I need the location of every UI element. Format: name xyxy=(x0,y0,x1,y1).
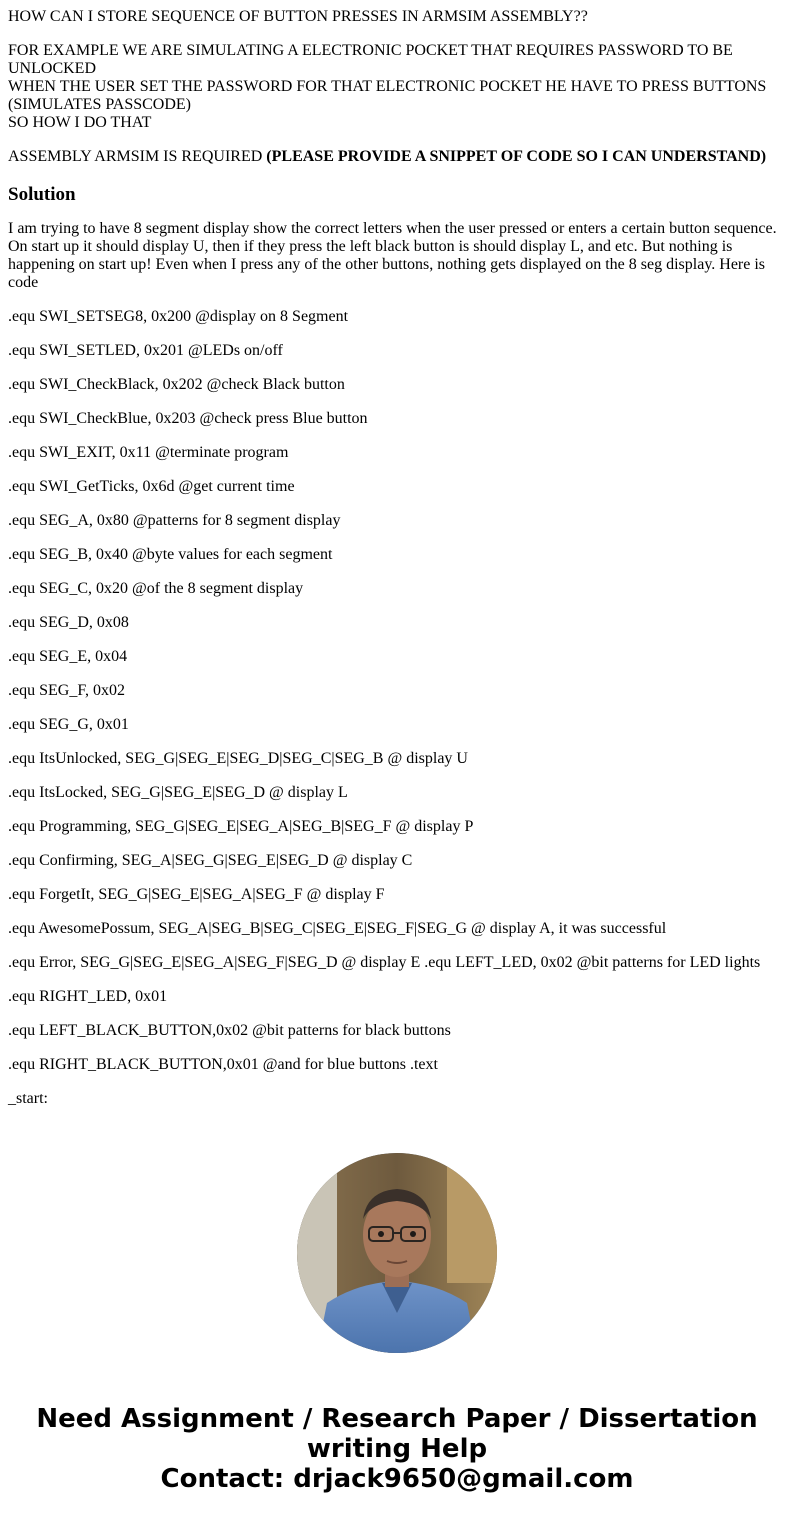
footer-line-1: Need Assignment / Research Paper / Dissertation xyxy=(36,1404,758,1434)
code-line: .equ Programming, SEG_G|SEG_E|SEG_A|SEG_B|SEG_F @ display P xyxy=(8,818,474,835)
footer-banner xyxy=(0,1404,794,1494)
code-line: .equ SEG_D, 0x08 xyxy=(8,614,129,631)
code-line: .equ SWI_SETLED, 0x201 @LEDs on/off xyxy=(8,342,283,359)
author-photo-icon xyxy=(297,1153,497,1353)
code-line: .equ SWI_CheckBlack, 0x202 @check Black button xyxy=(8,376,345,393)
code-line: .equ LEFT_BLACK_BUTTON,0x02 @bit patterns for black buttons xyxy=(8,1022,451,1039)
question-title: HOW CAN I STORE SEQUENCE OF BUTTON PRESSES IN ARMSIM ASSEMBLY?? xyxy=(8,8,588,25)
code-line: .equ SWI_GetTicks, 0x6d @get current time xyxy=(8,478,295,495)
code-line: .equ RIGHT_LED, 0x01 xyxy=(8,988,168,1005)
code-listing xyxy=(8,308,786,1108)
code-line: .equ Error, SEG_G|SEG_E|SEG_A|SEG_F|SEG_D @ display E .equ LEFT_LED, 0x02 @bit patterns for LED lights xyxy=(8,954,761,971)
code-line: .equ ItsLocked, SEG_G|SEG_E|SEG_D @ display L xyxy=(8,784,348,801)
question-request-bold: (PLEASE PROVIDE A SNIPPET OF CODE SO I CAN UNDERSTAND) xyxy=(266,148,767,165)
question-example: FOR EXAMPLE WE ARE SIMULATING A ELECTRONIC POCKET THAT REQUIRES PASSWORD TO BE UNLOCKED xyxy=(8,42,733,77)
code-line: .equ SEG_B, 0x40 @byte values for each segment xyxy=(8,546,333,563)
solution-intro: I am trying to have 8 segment display show the correct letters when the user pressed or enters a certain button sequence. On start up it should display U, then if they press the left black button is should display L, and etc. But nothing is happening on start up! Even when I press any of the other buttons, nothing gets displayed on the 8 seg display. Here is code xyxy=(8,220,777,291)
footer-contact: Contact: drjack9650@gmail.com xyxy=(160,1464,634,1494)
question-ask: SO HOW I DO THAT xyxy=(8,114,152,131)
code-line: .equ SEG_G, 0x01 xyxy=(8,716,129,733)
code-line: .equ AwesomePossum, SEG_A|SEG_B|SEG_C|SEG_E|SEG_F|SEG_G @ display A, it was successful xyxy=(8,920,667,937)
question-block-2 xyxy=(8,42,786,132)
code-line: .equ ForgetIt, SEG_G|SEG_E|SEG_A|SEG_F @ display F xyxy=(8,886,385,903)
code-line: .equ RIGHT_BLACK_BUTTON,0x01 @and for blue buttons .text xyxy=(8,1056,438,1073)
question-detail: WHEN THE USER SET THE PASSWORD FOR THAT ELECTRONIC POCKET HE HAVE TO PRESS BUTTONS (SIMULATES PASSCODE) xyxy=(8,78,767,113)
code-line: .equ ItsUnlocked, SEG_G|SEG_E|SEG_D|SEG_C|SEG_B @ display U xyxy=(8,750,468,767)
code-line: .equ SEG_E, 0x04 xyxy=(8,648,128,665)
document-body xyxy=(8,8,786,1124)
code-line: .equ SWI_CheckBlue, 0x203 @check press Blue button xyxy=(8,410,368,427)
code-line: .equ SEG_F, 0x02 xyxy=(8,682,125,699)
code-line: .equ SWI_EXIT, 0x11 @terminate program xyxy=(8,444,289,461)
footer-line-2: writing Help xyxy=(306,1434,488,1464)
code-line: .equ SEG_A, 0x80 @patterns for 8 segment display xyxy=(8,512,341,529)
question-requirement: ASSEMBLY ARMSIM IS REQUIRED xyxy=(8,148,267,165)
solution-heading: Solution xyxy=(8,184,76,205)
code-line: .equ SWI_SETSEG8, 0x200 @display on 8 Segment xyxy=(8,308,349,325)
author-avatar xyxy=(297,1153,497,1353)
code-line: _start: xyxy=(8,1090,48,1107)
code-line: .equ Confirming, SEG_A|SEG_G|SEG_E|SEG_D @ display C xyxy=(8,852,413,869)
question-block-1 xyxy=(8,8,786,26)
question-block-3 xyxy=(8,148,786,166)
code-line: .equ SEG_C, 0x20 @of the 8 segment display xyxy=(8,580,304,597)
